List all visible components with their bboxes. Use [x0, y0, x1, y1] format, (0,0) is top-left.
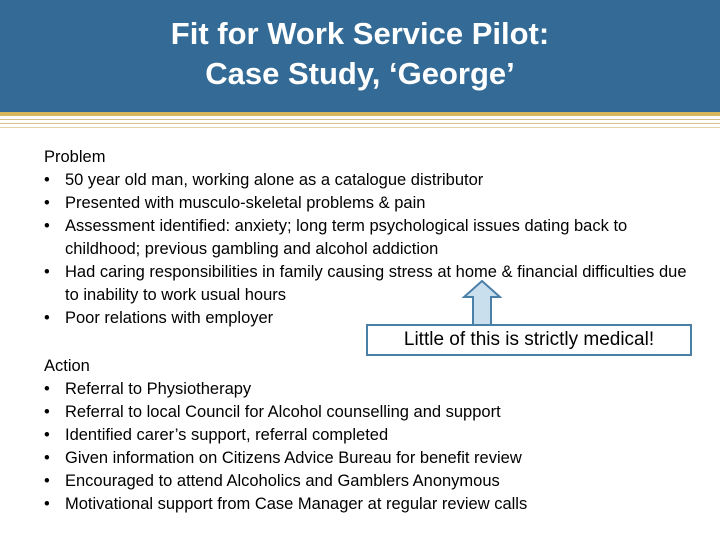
- list-item-text: Referral to Physiotherapy: [65, 380, 252, 398]
- up-arrow-icon: [462, 280, 502, 326]
- thin-divider: [0, 127, 720, 128]
- bullet-icon: •: [44, 171, 50, 189]
- thin-divider: [0, 123, 720, 124]
- bullet-icon: •: [44, 495, 50, 513]
- list-item-text: Encouraged to attend Alcoholics and Gamblers Anonymous: [65, 472, 500, 490]
- problem-list: [44, 169, 704, 330]
- action-list: [44, 378, 704, 516]
- list-item: [44, 378, 704, 401]
- list-item-text: Motivational support from Case Manager at regular review calls: [65, 495, 528, 513]
- bullet-icon: •: [44, 449, 50, 467]
- slide-title: [0, 14, 720, 94]
- list-item: [44, 493, 704, 516]
- bullet-icon: •: [44, 263, 50, 281]
- list-item-text: Referral to local Council for Alcohol counselling and support: [65, 403, 501, 421]
- list-item: [44, 470, 704, 493]
- action-heading: Action: [44, 357, 90, 375]
- callout-text: Little of this is strictly medical!: [403, 329, 655, 350]
- list-item: [44, 424, 704, 447]
- list-item-text: Presented with musculo-skeletal problems & pain: [65, 194, 426, 212]
- list-item-text: Had caring responsibilities in family causing stress at home & financial difficulties due to inability to work usual hours: [65, 263, 687, 304]
- gold-divider: [0, 112, 720, 116]
- list-item-text: 50 year old man, working alone as a catalogue distributor: [65, 171, 484, 189]
- problem-heading: Problem: [44, 148, 106, 166]
- action-section: [44, 355, 704, 516]
- bullet-icon: •: [44, 403, 50, 421]
- bullet-icon: •: [44, 217, 50, 235]
- list-item: [44, 447, 704, 470]
- bullet-icon: •: [44, 426, 50, 444]
- list-item-text: Assessment identified: anxiety; long term psychological issues dating back to childhood; previous gambling and alcohol addiction: [65, 217, 628, 258]
- callout-box: [366, 324, 692, 356]
- list-item-text: Poor relations with employer: [65, 309, 274, 327]
- thin-divider: [0, 119, 720, 120]
- slide-title-line-2: Case Study, ‘George’: [205, 56, 515, 91]
- bullet-icon: •: [44, 194, 50, 212]
- title-banner: [0, 0, 720, 112]
- list-item: [44, 215, 704, 261]
- bullet-icon: •: [44, 472, 50, 490]
- list-item: [44, 401, 704, 424]
- bullet-icon: •: [44, 380, 50, 398]
- list-item: [44, 261, 704, 307]
- bullet-icon: •: [44, 309, 50, 327]
- list-item: [44, 192, 704, 215]
- list-item: [44, 169, 704, 192]
- problem-section: [44, 146, 704, 330]
- list-item-text: Identified carer’s support, referral completed: [65, 426, 389, 444]
- list-item-text: Given information on Citizens Advice Bureau for benefit review: [65, 449, 522, 467]
- slide-title-line-1: Fit for Work Service Pilot:: [170, 16, 550, 51]
